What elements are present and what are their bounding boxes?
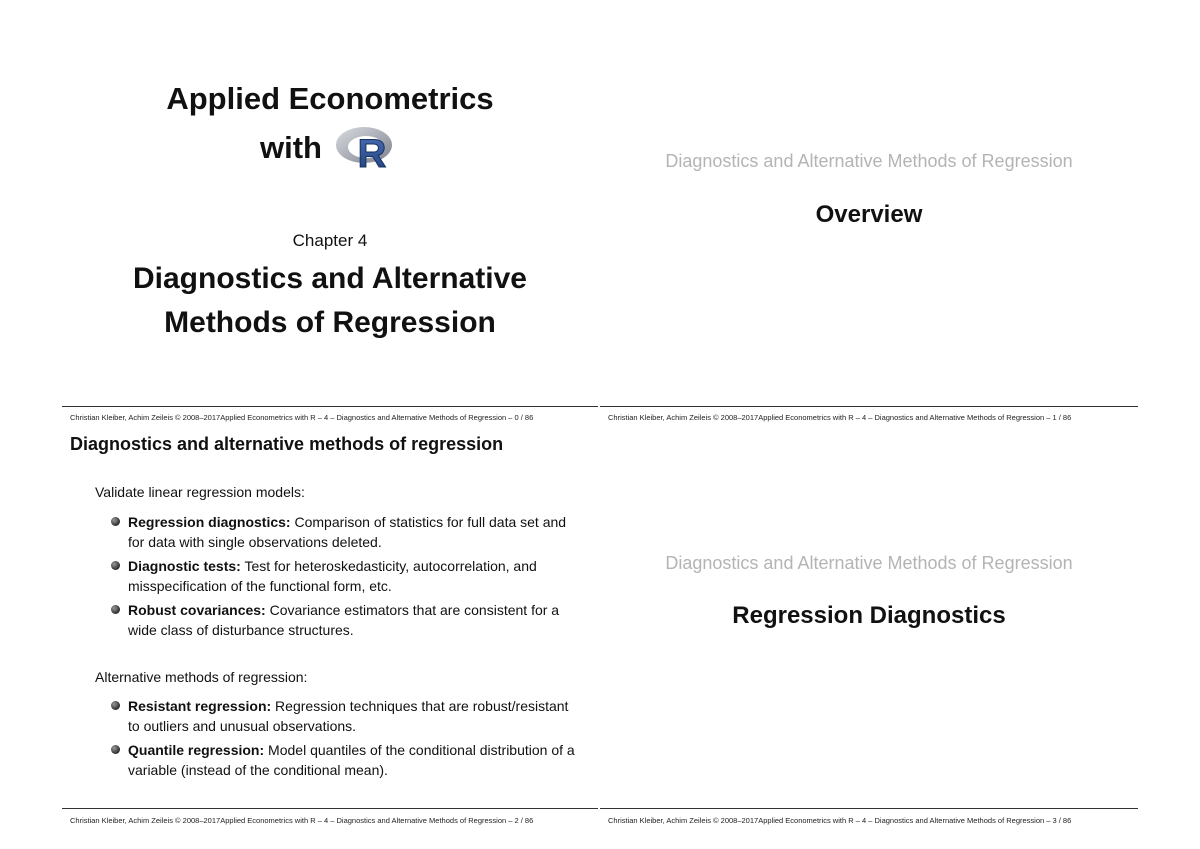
bullet-item: Robust covariances: Covariance estimators that are consistent for a wide class of disturbance structures. [110,600,580,640]
with-r-row [62,123,598,173]
footer-rule [600,406,1138,407]
chapter-title-line1: Diagnostics and Alternative [133,262,527,295]
bullet-item: Diagnostic tests: Test for heteroskedasticity, autocorrelation, and misspecification of the functional form, etc. [110,556,580,596]
book-title: Applied Econometrics [166,81,494,116]
footer-rule [62,808,598,809]
r-logo-icon [334,123,400,173]
footer-slide-3: Christian Kleiber, Achim Zeileis © 2008–2017Applied Econometrics with R – 4 – Diagnostics and Alternative Methods of Regression – 3 / 86 [608,816,1072,825]
frame-title: Diagnostics and alternative methods of regression [70,434,504,454]
bullet-icon [111,701,120,710]
intro-alternative: Alternative methods of regression: [95,669,308,685]
footer-rule [600,808,1138,809]
slide-title-page [62,55,598,405]
footer-slide-0: Christian Kleiber, Achim Zeileis © 2008–2017Applied Econometrics with R – 4 – Diagnostics and Alternative Methods of Regression – 0 / 86 [70,413,534,422]
chapter-label: Chapter 4 [292,231,368,250]
bullet-item: Quantile regression: Model quantiles of the conditional distribution of a variable (instead of the conditional mean). [110,740,580,780]
footer-slide-1: Christian Kleiber, Achim Zeileis © 2008–2017Applied Econometrics with R – 4 – Diagnostics and Alternative Methods of Regression – 1 / 86 [608,413,1072,422]
footer-slide-2: Christian Kleiber, Achim Zeileis © 2008–2017Applied Econometrics with R – 4 – Diagnostics and Alternative Methods of Regression – 2 / 86 [70,816,534,825]
slide-overview [600,55,1138,405]
footer-rule [62,406,598,407]
bullet-list-alternatives [110,696,580,784]
bullet-item: Regression diagnostics: Comparison of statistics for full data set and for data with single observations deleted. [110,512,580,552]
svg-text:R: R [357,132,387,173]
bullet-list-diagnostics [110,512,580,644]
bullet-icon [111,517,120,526]
bullet-icon [111,561,120,570]
overview-heading: Overview [815,201,923,228]
section-title: Diagnostics and Alternative Methods of Regression [665,151,1073,171]
intro-validate: Validate linear regression models: [95,484,305,500]
section-title: Diagnostics and Alternative Methods of Regression [665,553,1073,573]
section-heading: Regression Diagnostics [732,602,1006,629]
bullet-item: Resistant regression: Regression techniques that are robust/resistant to outliers and unusual observations. [110,696,580,736]
slide-content [62,428,598,808]
with-label: with [260,130,322,165]
slide-section [600,428,1138,808]
bullet-icon [111,605,120,614]
chapter-title-line2: Methods of Regression [164,306,496,339]
bullet-icon [111,745,120,754]
